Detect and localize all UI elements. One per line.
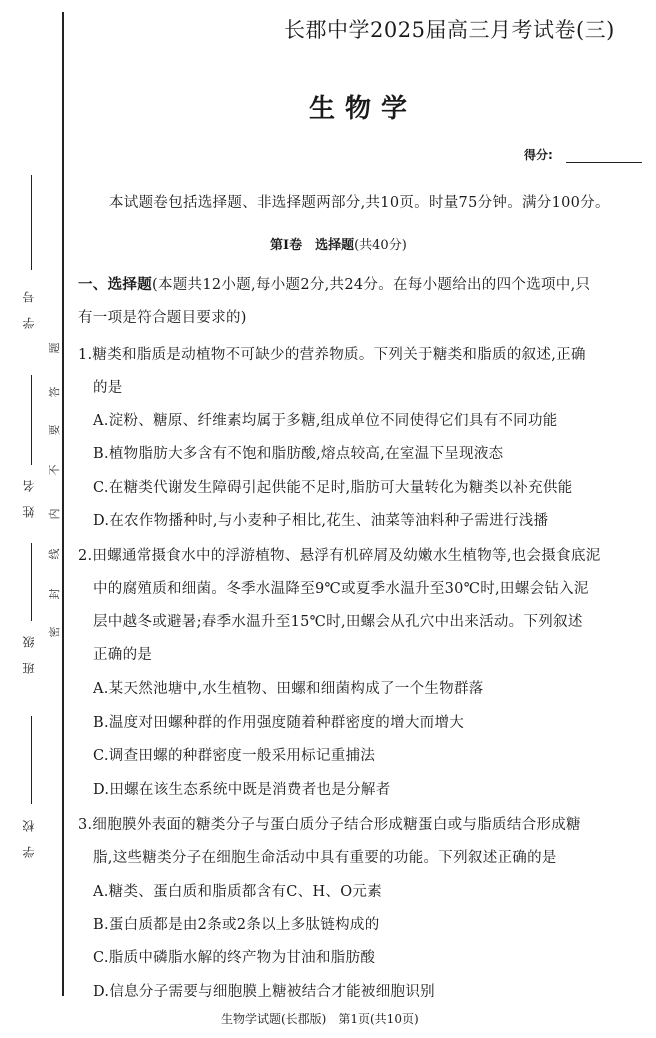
seal-line-text [46,340,62,640]
q2-stem-cont: 层中越冬或避暑;春季水温升至15℃时,田螺会从孔穴中出来活动。下列叙述 [93,614,583,630]
q1-option-a: A.淀粉、糖原、纤维素均属于多糖,组成单位不同使得它们具有不同功能 [93,413,558,429]
q2-option-b: B.温度对田螺种群的作用强度随着种群密度的增大而增大 [93,715,465,731]
name-blank [31,375,32,465]
seal-char: 要 [48,424,61,436]
school-label [18,806,40,861]
q2-option-a: A.某天然池塘中,水生植物、田螺和细菌构成了一个生物群落 [93,681,484,697]
q2-option-c: C.调查田螺的种群密度一般采用标记重捕法 [93,748,376,764]
section-desc-line1: (本题共12小题,每小题2分,共24分。在每小题给出的四个选项中,只 [152,277,591,293]
seal-char: 答 [48,386,61,398]
score-blank [566,162,642,163]
seal-char: 封 [48,588,61,600]
q2-stem-cont: 正确的是 [93,647,153,663]
section-heading: 一、选择题 [78,276,152,293]
page-footer: 生物学试题(长郡版) 第1页(共10页) [221,1012,419,1026]
student-id-label-text: 学号 [22,277,36,329]
section-desc-line2: 有一项是符合题目要求的) [78,310,247,326]
section-instructions [78,273,590,294]
student-id-blank [31,175,32,270]
q2-stem-cont: 中的腐殖质和细菌。冬季水温降至9℃或夏季水温升至30℃时,田螺会钻入泥 [93,581,589,597]
q3-stem: 3.细胞膜外表面的糖类分子与蛋白质分子结合形成糖蛋白或与脂质结合形成糖 [78,817,581,833]
q1-stem: 1.糖类和脂质是动植物不可缺少的营养物质。下列关于糖类和脂质的叙述,正确 [78,347,586,363]
subject-title: 生物学 [309,94,418,124]
school-label-text: 学校 [22,806,36,858]
q3-stem-cont: 脂,这些糖类分子在细胞生命活动中具有重要的功能。下列叙述正确的是 [93,850,557,866]
q3-option-a: A.糖类、蛋白质和脂质都含有C、H、O元素 [93,884,383,900]
intro-text: 本试题卷包括选择题、非选择题两部分,共10页。时量75分钟。满分100分。 [109,195,610,211]
q1-stem-cont: 的是 [93,380,123,396]
q1-option-c: C.在糖类代谢发生障碍引起供能不足时,脂肪可大量转化为糖类以补充供能 [93,480,573,496]
q3-option-b: B.蛋白质都是由2条或2条以上多肽链构成的 [93,917,380,933]
q2-option-d: D.田螺在该生态系统中既是消费者也是分解者 [93,782,391,798]
exam-title: 长郡中学2025届高三月考试卷(三) [284,18,615,42]
q2-stem: 2.田螺通常摄食水中的浮游植物、悬浮有机碎屑及幼嫩水生植物等,也会摄食底泥 [78,548,601,564]
school-blank [31,716,32,804]
score-label: 得分: [524,148,553,162]
part-heading [270,234,407,253]
student-id-label [18,277,40,332]
seal-char: 不 [48,464,61,476]
part-title: 第Ⅰ卷 选择题 [270,238,355,253]
class-label-text: 班级 [22,622,36,674]
class-blank [31,543,32,621]
seal-char: 题 [48,342,61,354]
name-label [18,466,40,521]
part-points: (共40分) [354,238,407,253]
seal-char: 密 [48,626,61,638]
name-label-text: 姓名 [22,466,36,518]
binding-margin-line [62,12,64,996]
q1-option-b: B.植物脂肪大多含有不饱和脂肪酸,熔点较高,在室温下呈现液态 [93,446,504,462]
q3-option-d: D.信息分子需要与细胞膜上糖被结合才能被细胞识别 [93,984,435,1000]
seal-char: 内 [48,508,61,520]
seal-char: 线 [48,548,61,560]
class-label [18,622,40,677]
q1-option-d: D.在农作物播种时,与小麦种子相比,花生、油菜等油料种子需进行浅播 [93,513,549,529]
q3-option-c: C.脂质中磷脂水解的终产物为甘油和脂肪酸 [93,950,376,966]
